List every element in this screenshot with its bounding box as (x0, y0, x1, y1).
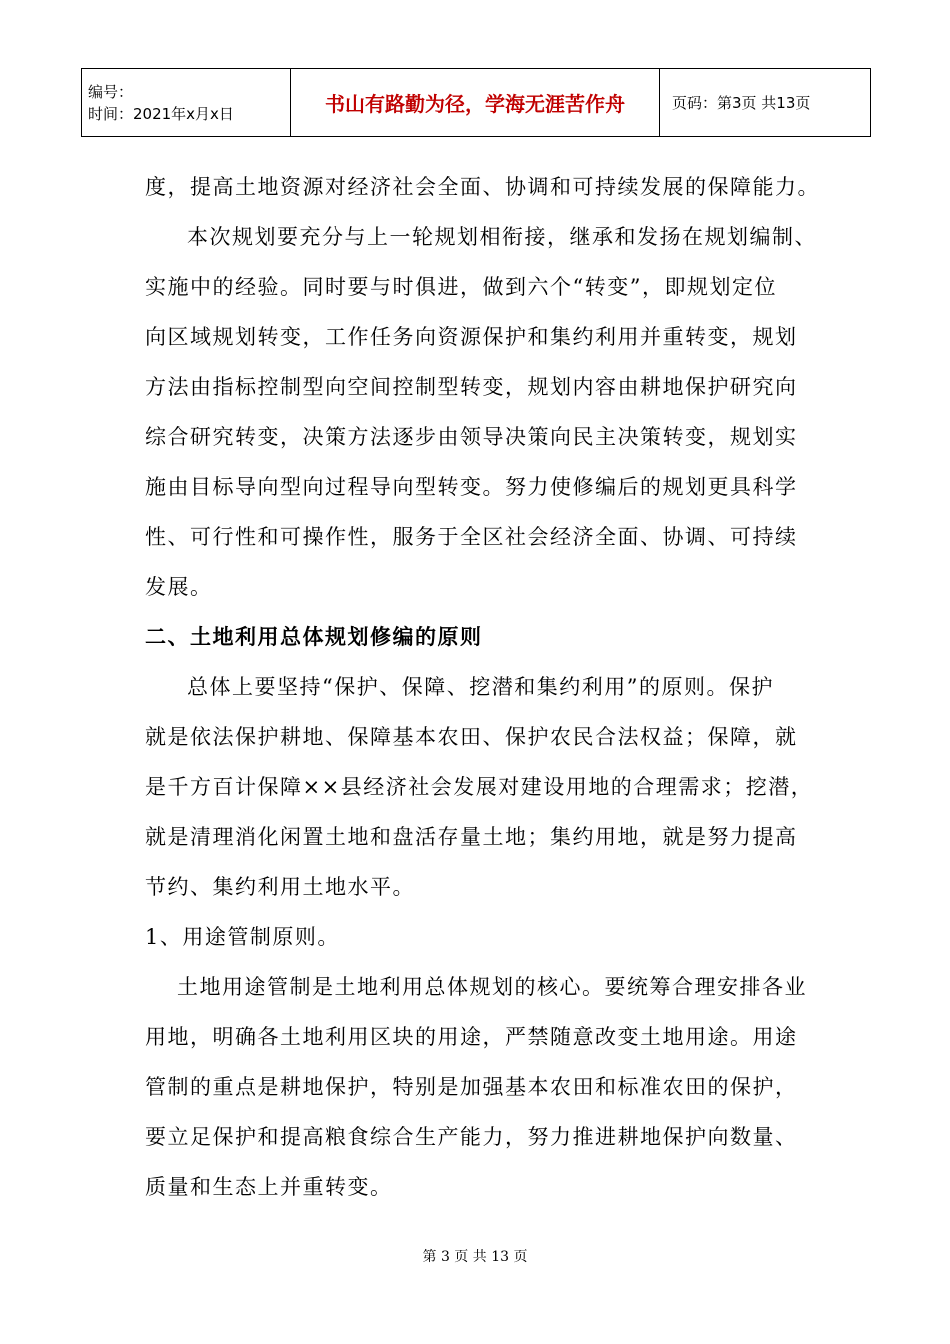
section-heading: 二、土地利用总体规划修编的原则 (145, 625, 483, 649)
paragraph-line: 发展。 (145, 575, 213, 599)
date-label: 时间：2021年x月x日 (88, 104, 234, 123)
paragraph-line: 施由目标导向型向过程导向型转变。努力使修编后的规划更具科学 (145, 475, 798, 499)
header-page-label: 页码：第3页 共13页 (672, 93, 811, 112)
paragraph-line: 实施中的经验。同时要与时俱进，做到六个“转变”，即规划定位 (145, 275, 777, 299)
header-page-cell (660, 69, 871, 137)
subsection-heading: 1、用途管制原则。 (145, 925, 340, 949)
paragraph-line: 节约、集约利用土地水平。 (145, 875, 415, 899)
paragraph-line: 向区域规划转变，工作任务向资源保护和集约利用并重转变，规划 (145, 325, 798, 349)
number-label: 编号： (88, 82, 134, 101)
motto-text: 书山有路勤为径，学海无涯苦作舟 (325, 92, 625, 116)
paragraph-line: 性、可行性和可操作性，服务于全区社会经济全面、协调、可持续 (145, 525, 798, 549)
header-motto-cell (291, 69, 660, 137)
paragraph-line: 质量和生态上并重转变。 (145, 1175, 393, 1199)
paragraph-line: 方法由指标控制型向空间控制型转变，规划内容由耕地保护研究向 (145, 375, 798, 399)
paragraph-line: 用地，明确各土地利用区块的用途，严禁随意改变土地用途。用途 (145, 1025, 798, 1049)
paragraph-line: 本次规划要充分与上一轮规划相衔接，继承和发扬在规划编制、 (187, 225, 817, 249)
paragraph-line: 总体上要坚持“保护、保障、挖潜和集约利用”的原则。保护 (187, 675, 774, 699)
paragraph-line: 度，提高土地资源对经济社会全面、协调和可持续发展的保障能力。 (145, 175, 820, 199)
paragraph-line: 综合研究转变，决策方法逐步由领导决策向民主决策转变，规划实 (145, 425, 798, 449)
page-footer: 第 3 页 共 13 页 (422, 1249, 528, 1265)
paragraph-line: 就是清理消化闲置土地和盘活存量土地；集约用地，就是努力提高 (145, 825, 798, 849)
paragraph-line: 是千方百计保障××县经济社会发展对建设用地的合理需求；挖潜， (145, 775, 814, 799)
header-meta-cell (82, 69, 291, 137)
document-body (145, 162, 825, 1212)
paragraph-line: 土地用途管制是土地利用总体规划的核心。要统筹合理安排各业 (177, 975, 807, 999)
header-table (81, 68, 871, 137)
paragraph-line: 就是依法保护耕地、保障基本农田、保护农民合法权益；保障，就 (145, 725, 798, 749)
paragraph-line: 要立足保护和提高粮食综合生产能力，努力推进耕地保护向数量、 (145, 1125, 798, 1149)
paragraph-line: 管制的重点是耕地保护，特别是加强基本农田和标准农田的保护， (145, 1075, 798, 1099)
